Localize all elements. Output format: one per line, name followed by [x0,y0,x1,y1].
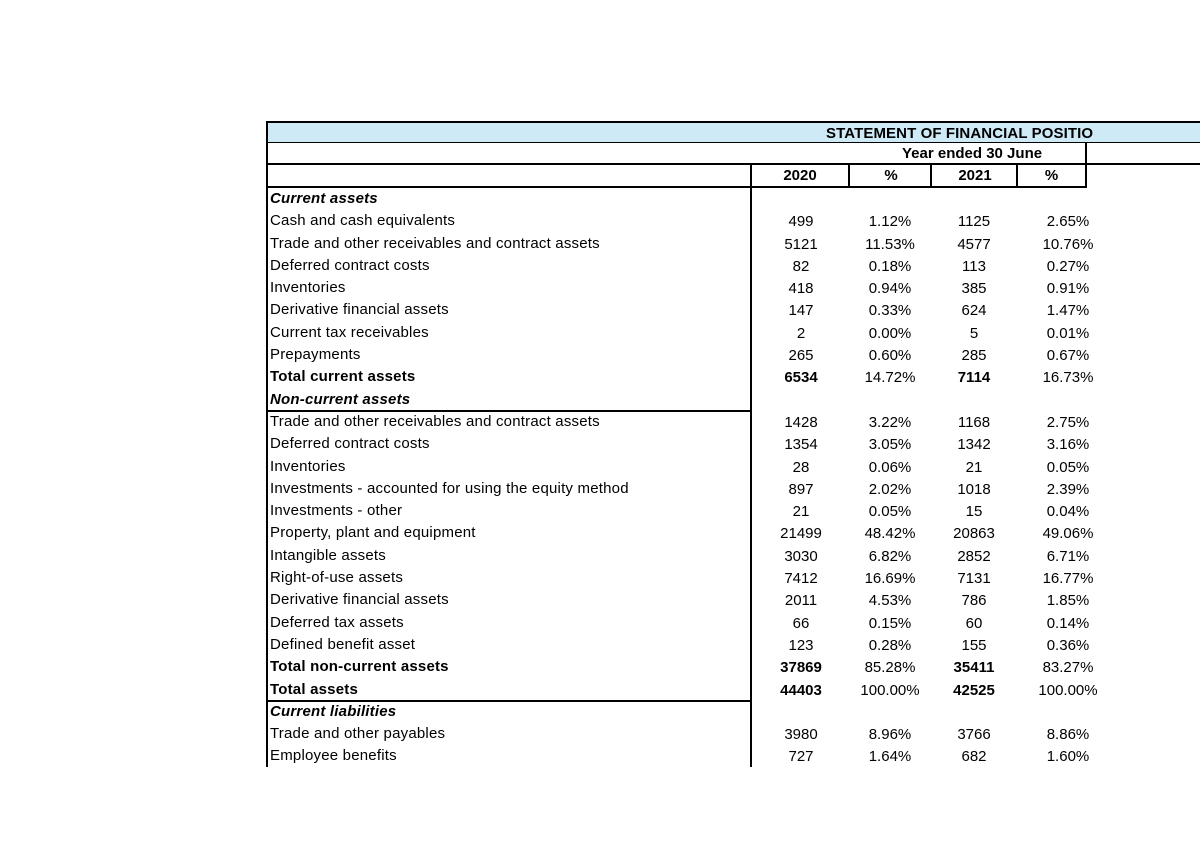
row-label: Property, plant and equipment [270,524,476,542]
value-2020: 82 [792,257,810,275]
statement-rows [266,188,1200,767]
subtitle-row [266,143,1200,165]
section-header-row [266,701,1200,723]
percent-2020: 4.53% [868,592,912,610]
percent-2021: 2.65% [1046,213,1090,231]
value-2021: 2852 [957,547,991,565]
value-2021: 35411 [953,659,995,677]
row-label: Deferred contract costs [270,435,430,453]
value-2021: 1125 [957,213,991,231]
percent-2020: 0.06% [868,458,912,476]
row-label: Non-current assets [270,390,411,408]
percent-2020: 0.05% [868,503,912,521]
row-label: Investments - accounted for using the equity method [270,479,629,497]
value-2021: 786 [961,592,987,610]
percent-2021: 0.05% [1046,458,1090,476]
percent-2020: 0.00% [868,324,912,342]
row-label: Trade and other receivables and contract assets [270,412,600,430]
value-2020: 21 [792,503,810,521]
row-label: Intangible assets [270,546,386,564]
row-label: Current liabilities [270,702,397,720]
column-header-2020: 2020 [750,165,848,186]
column-header-2021: 2021 [930,165,1018,186]
percent-2020: 0.94% [868,280,912,298]
table-row [266,723,1200,745]
value-2020: 3030 [784,547,818,565]
row-label: Total assets [270,680,358,698]
value-2021: 285 [961,347,987,365]
percent-2020: 85.28% [864,659,916,677]
value-2021: 1018 [957,480,991,498]
value-2020: 37869 [780,659,822,677]
value-2021: 624 [961,302,987,320]
row-label: Defined benefit asset [270,635,416,653]
table-row [266,233,1200,255]
value-2021: 5 [969,324,979,342]
table-row [266,478,1200,500]
column-header-pct-2020: % [848,165,932,186]
row-label: Inventories [270,457,346,475]
table-row [266,210,1200,232]
row-label: Right-of-use assets [270,569,404,587]
percent-2020: 16.69% [864,570,916,588]
table-row [266,322,1200,344]
table-row [266,299,1200,321]
table-row [266,567,1200,589]
value-2021: 682 [961,748,987,766]
row-label: Current tax receivables [270,323,429,341]
percent-2021: 8.86% [1046,726,1090,744]
percent-2020: 6.82% [868,547,912,565]
value-2020: 21499 [780,525,822,543]
total-row [266,679,1200,701]
percent-2020: 0.28% [868,636,912,654]
percent-2021: 16.73% [1042,369,1094,387]
total-row [266,366,1200,388]
table-row [266,277,1200,299]
value-2020: 2 [796,324,806,342]
row-label: Inventories [270,279,346,297]
table-row [266,612,1200,634]
row-label: Derivative financial assets [270,591,449,609]
percent-2021: 1.60% [1046,748,1090,766]
percent-2020: 14.72% [864,369,916,387]
percent-2021: 2.39% [1046,480,1090,498]
percent-2021: 0.36% [1046,636,1090,654]
table-row [266,745,1200,767]
value-2021: 7131 [957,570,991,588]
value-2021: 15 [965,503,983,521]
value-2021: 1342 [957,436,991,454]
table-row [266,589,1200,611]
percent-2020: 8.96% [868,726,912,744]
section-header-row [266,389,1200,411]
row-label: Total non-current assets [270,658,449,676]
percent-2021: 0.04% [1046,503,1090,521]
percent-2021: 49.06% [1042,525,1094,543]
percent-2021: 2.75% [1046,413,1090,431]
statement-subtitle: Year ended 30 June [902,145,1043,162]
row-label: Prepayments [270,346,361,364]
percent-2020: 3.05% [868,436,912,454]
value-2020: 5121 [784,235,818,253]
row-label: Deferred tax assets [270,613,404,631]
percent-2021: 0.91% [1046,280,1090,298]
percent-2021: 3.16% [1046,436,1090,454]
table-row [266,500,1200,522]
value-2020: 123 [788,636,814,654]
row-label: Cash and cash equivalents [270,212,456,230]
percent-2021: 10.76% [1042,235,1094,253]
table-row [266,456,1200,478]
percent-2020: 3.22% [868,413,912,431]
value-2021: 20863 [953,525,995,543]
percent-2021: 6.71% [1046,547,1090,565]
subtitle-right-border [1085,143,1087,165]
value-2020: 499 [788,213,814,231]
value-2020: 147 [788,302,814,320]
value-2020: 7412 [784,570,818,588]
percent-2020: 1.64% [868,748,912,766]
value-2020: 3980 [784,726,818,744]
table-row [266,344,1200,366]
total-row [266,656,1200,678]
table-row [266,255,1200,277]
value-2021: 155 [961,636,987,654]
financial-statement-sheet [266,121,1200,767]
value-2021: 7114 [957,369,991,387]
value-2020: 6534 [784,369,818,387]
value-2020: 2011 [784,592,818,610]
value-2021: 21 [965,458,983,476]
percent-2021: 100.00% [1038,681,1098,699]
row-label: Current assets [270,190,378,207]
percent-2020: 100.00% [860,681,920,699]
percent-2021: 1.85% [1046,592,1090,610]
section-divider-line [266,700,752,702]
percent-2021: 83.27% [1042,659,1094,677]
column-header-row [266,165,1087,188]
row-label: Investments - other [270,502,403,520]
value-2021: 42525 [953,681,995,699]
statement-title: STATEMENT OF FINANCIAL POSITIO [826,125,1094,142]
percent-2020: 2.02% [868,480,912,498]
value-2021: 113 [962,257,986,275]
percent-2021: 1.47% [1046,302,1090,320]
percent-2020: 48.42% [864,525,916,543]
value-2020: 265 [788,347,814,365]
column-header-pct-2021: % [1016,165,1087,186]
percent-2020: 0.33% [868,302,912,320]
percent-2020: 0.60% [868,347,912,365]
table-row [266,634,1200,656]
value-2020: 897 [788,480,814,498]
percent-2021: 0.67% [1046,347,1090,365]
percent-2020: 1.12% [868,213,912,231]
value-2020: 1428 [784,413,818,431]
percent-2020: 0.18% [868,257,912,275]
row-label: Trade and other payables [270,725,446,743]
percent-2021: 0.14% [1046,614,1090,632]
percent-2020: 11.53% [865,235,915,253]
row-label: Employee benefits [270,747,397,765]
value-2020: 1354 [784,436,818,454]
percent-2021: 0.01% [1046,324,1090,342]
value-2020: 28 [792,458,810,476]
value-2021: 385 [961,280,987,298]
row-label: Trade and other receivables and contract assets [270,234,600,252]
value-2021: 3766 [957,726,991,744]
row-label: Total current assets [270,368,416,386]
percent-2021: 16.77% [1042,570,1094,588]
value-2020: 66 [792,614,810,632]
percent-2021: 0.27% [1046,257,1090,275]
title-row [266,121,1200,143]
value-2020: 44403 [780,681,822,699]
table-row [266,522,1200,544]
value-2020: 727 [788,748,814,766]
value-2021: 60 [965,614,983,632]
section-header-row [266,188,1200,210]
row-label: Derivative financial assets [270,301,449,319]
table-row [266,545,1200,567]
value-2021: 4577 [957,235,991,253]
row-label: Deferred contract costs [270,256,430,274]
section-divider-line [266,410,752,412]
table-row [266,433,1200,455]
percent-2020: 0.15% [868,614,912,632]
value-2020: 418 [788,280,814,298]
value-2021: 1168 [957,413,991,431]
table-row [266,411,1200,433]
